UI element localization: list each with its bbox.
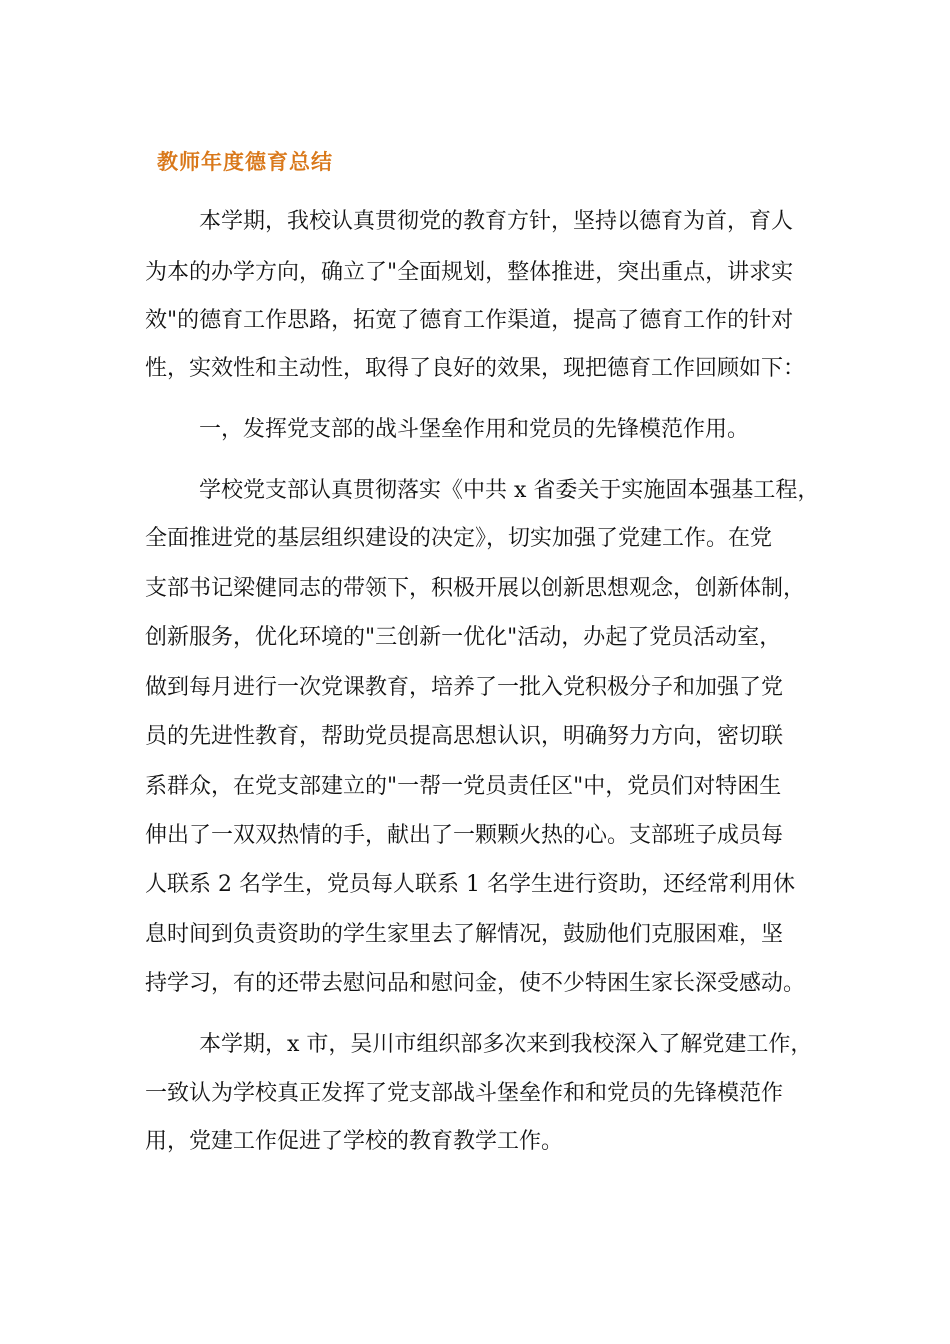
paragraph-line: 全面推进党的基层组织建设的决定》，切实加强了党建工作。在党 [145, 526, 773, 551]
paragraph-line: 系群众，在党支部建立的"一帮一党员责任区"中，党员们对特困生 [145, 774, 782, 799]
paragraph-line: 伸出了一双双热情的手，献出了一颗颗火热的心。支部班子成员每 [145, 823, 784, 848]
paragraph-line: 做到每月进行一次党课教育，培养了一批入党积极分子和加强了党 [145, 675, 784, 700]
paragraph-line: 学校党支部认真贯彻落实《中共 x 省委关于实施固本强基工程， [199, 478, 820, 503]
paragraph-line: 效"的德育工作思路，拓宽了德育工作渠道，提高了德育工作的针对 [145, 308, 794, 333]
paragraph-line: 一致认为学校真正发挥了党支部战斗堡垒作和和党员的先锋模范作 [145, 1081, 784, 1106]
paragraph-line: 创新服务，优化环境的"三创新一优化"活动，办起了党员活动室， [145, 625, 782, 650]
paragraph-line: 持学习，有的还带去慰问品和慰问金，使不少特困生家长深受感动。 [145, 971, 806, 996]
section-heading: 一，发挥党支部的战斗堡垒作用和党员的先锋模范作用。 [199, 417, 750, 442]
paragraph-line: 人联系 2 名学生，党员每人联系 1 名学生进行资助，还经常利用休 [145, 872, 795, 897]
paragraph-line: 用，党建工作促进了学校的教育教学工作。 [145, 1129, 564, 1154]
paragraph-line: 本学期，我校认真贯彻党的教育方针，坚持以德育为首，育人 [199, 209, 794, 234]
paragraph-line: 息时间到负责资助的学生家里去了解情况，鼓励他们克服困难，坚 [145, 922, 784, 947]
document-title: 教师年度德育总结 [157, 150, 333, 174]
paragraph-line: 性，实效性和主动性，取得了良好的效果，现把德育工作回顾如下： [145, 356, 806, 381]
paragraph-line: 本学期，x 市，吴川市组织部多次来到我校深入了解党建工作， [199, 1032, 813, 1057]
paragraph-line: 为本的办学方向，确立了"全面规划，整体推进，突出重点，讲求实 [145, 260, 794, 285]
paragraph-line: 支部书记梁健同志的带领下，积极开展以创新思想观念，创新体制， [145, 576, 806, 601]
paragraph-line: 员的先进性教育，帮助党员提高思想认识，明确努力方向，密切联 [145, 724, 784, 749]
